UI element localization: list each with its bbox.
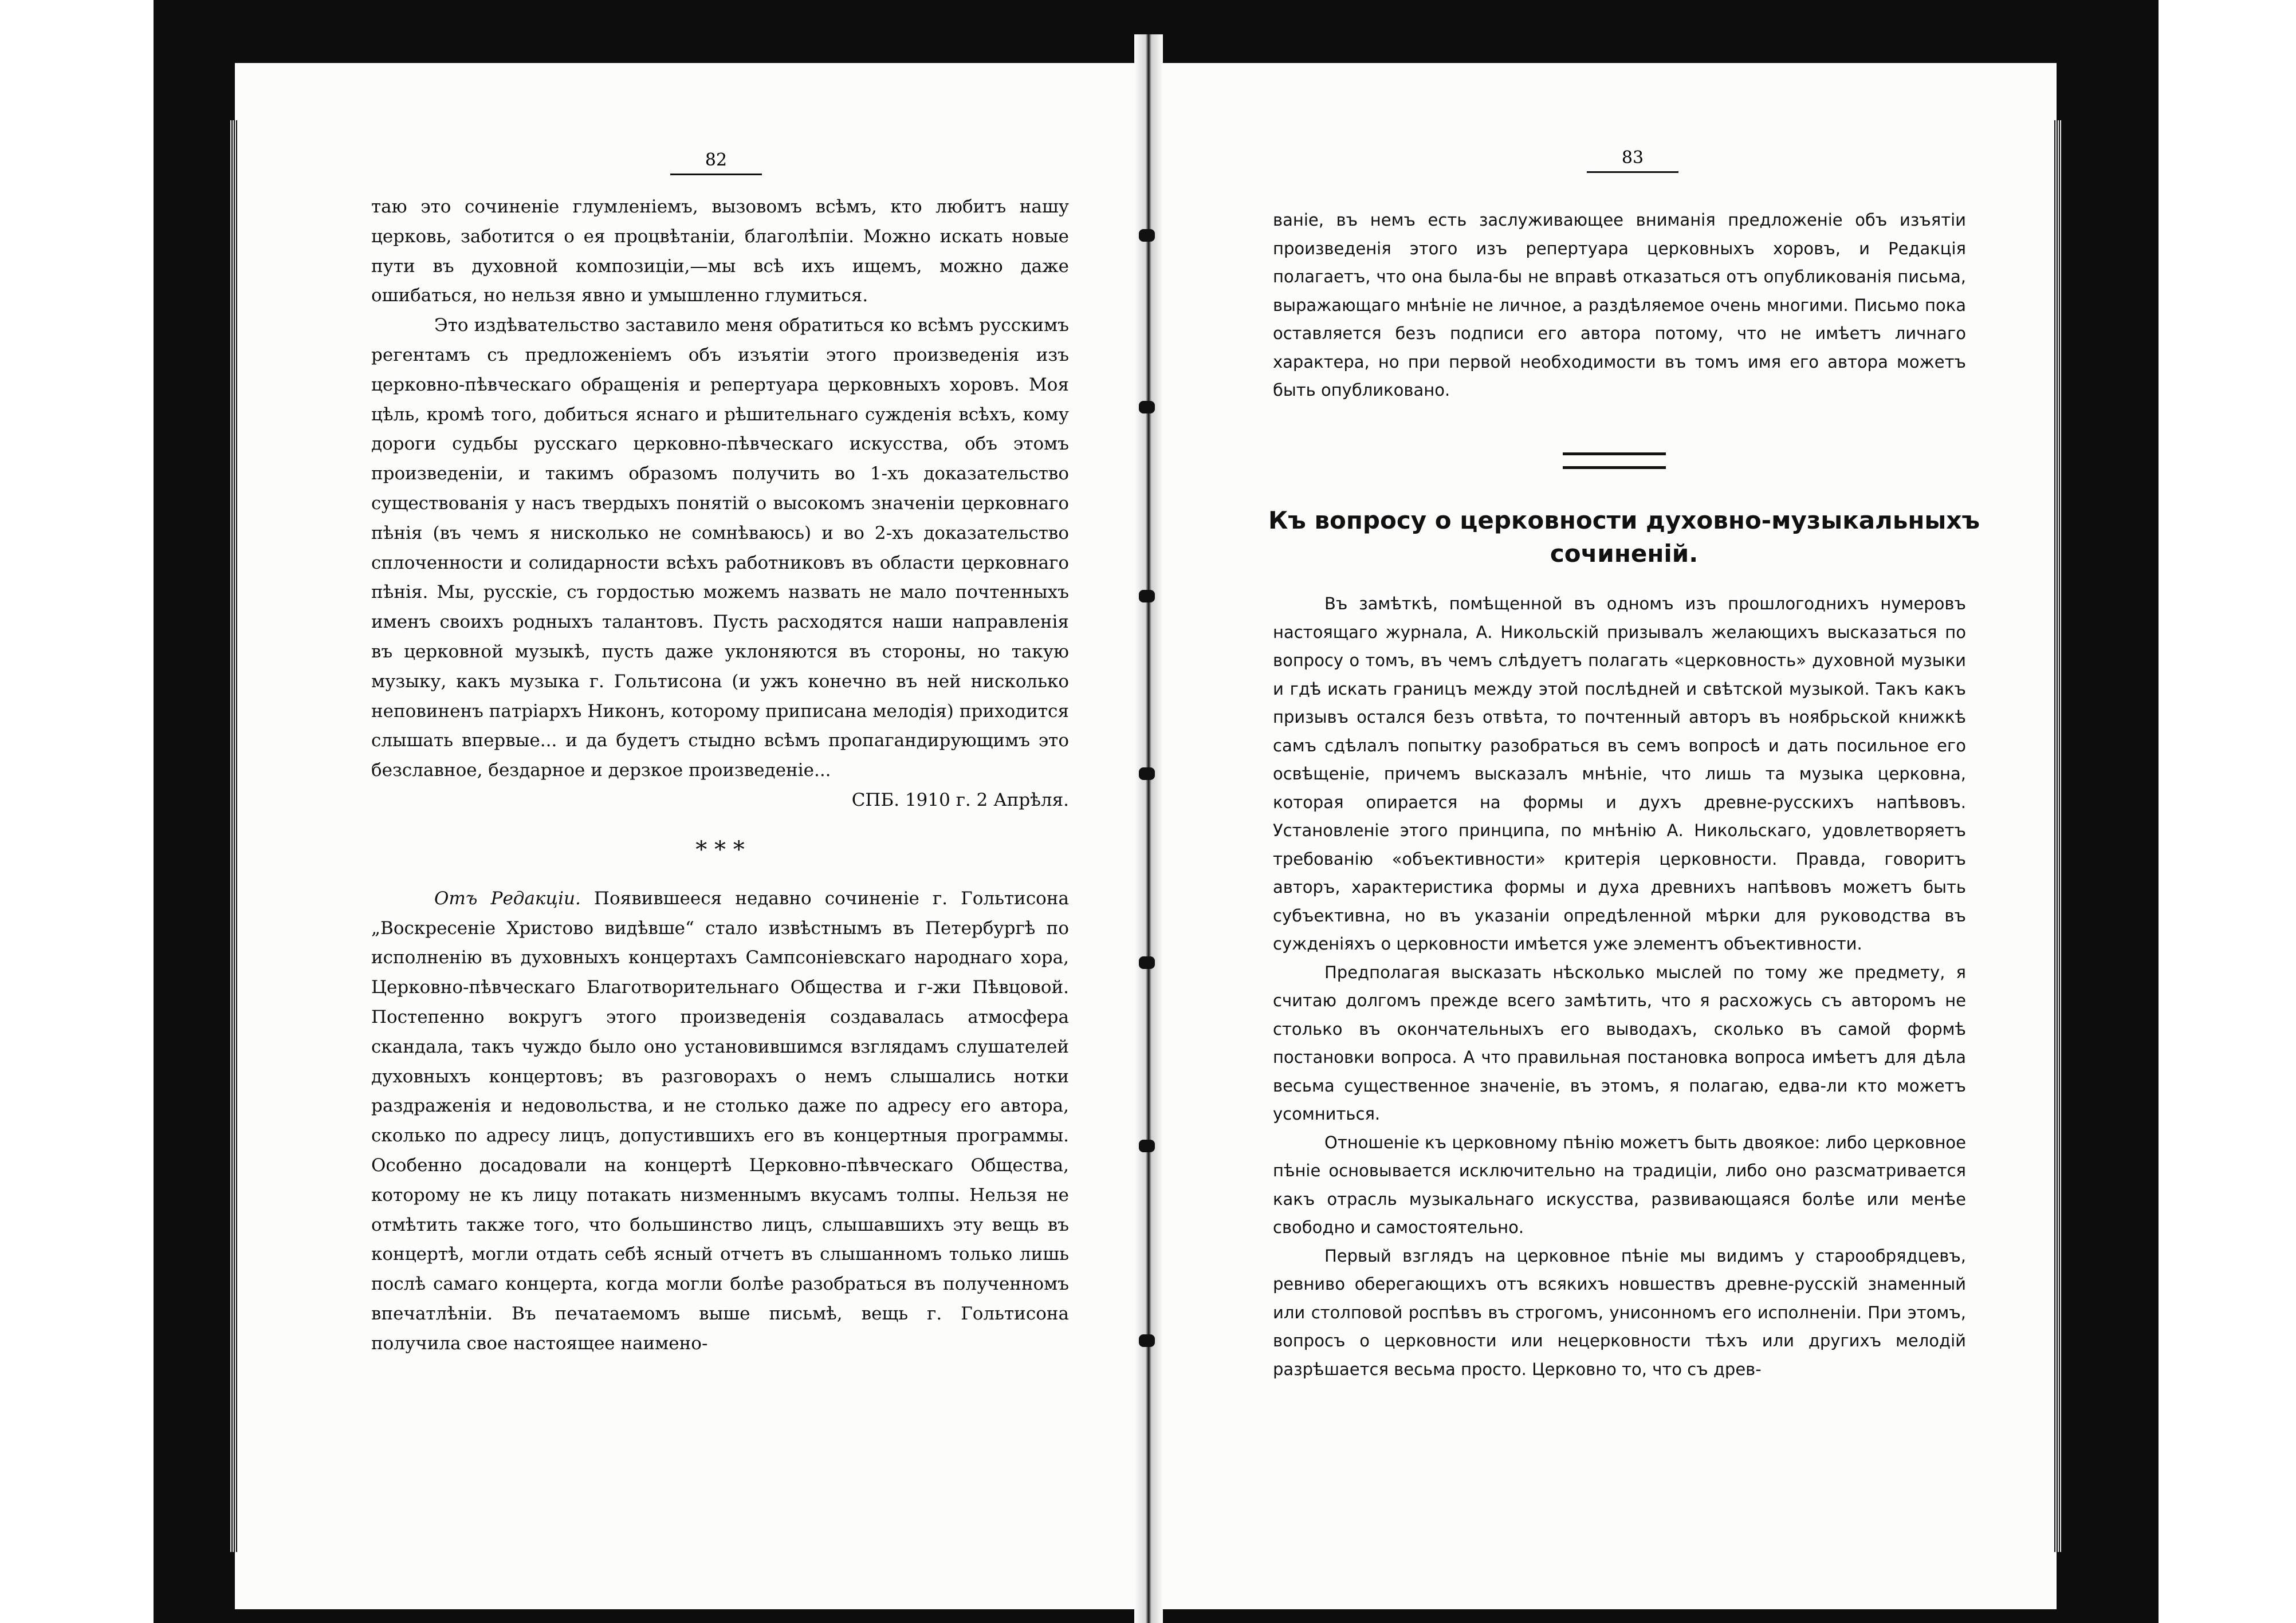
binding-stitch [1139,956,1155,969]
right-paragraph-4: Первый взглядъ на церковное пѣніе мы видимъ у старообрядцевъ, ревниво оберегающихъ отъ всякихъ новшествъ древне-русскій знаменный или столповой роспѣвъ въ строгомъ, унисонномъ его исполненіи. При этомъ, вопросъ о церковности или нецерковности тѣхъ или другихъ мелодій разрѣшается весьма просто. Церковно то, что съ древ- [1273,1246,1966,1379]
right-paragraph-3: Отношеніе къ церковному пѣнію можетъ быть двоякое: либо церковное пѣніе основывается исключительно на традиціи, либо оно разсматривается какъ отрасль музыкальнаго искусства, развивающаяся болѣе или менѣе свободно и самостоятельно. [1273,1132,1966,1237]
editorial-label: Отъ Редакціи. [434,888,581,909]
binding-stitch [1139,1334,1155,1347]
article-title [1240,504,2008,570]
double-rule-top [1563,452,1666,455]
binding-stitch [1139,1140,1155,1152]
right-intro-column [1273,206,1966,405]
binding-stitch [1139,590,1155,602]
right-text-column [1273,590,1966,1384]
right-paragraph-2: Предполагая высказать нѣсколько мыслей по тому же предмету, я считаю долгомъ прежде всего замѣтить, что я расхожусь съ авторомъ не столько въ окончательныхъ его выводахъ, сколько въ самой формѣ постановки вопроса. А что правильная постановка вопроса имѣетъ для дѣла весьма существенное значеніе, въ этомъ, я полагаю, едва-ли кто можетъ усомниться. [1273,962,1966,1124]
letter-signature: СПБ. 1910 г. 2 Апрѣля. [851,789,1069,810]
right-intro-paragraph: ваніе, въ немъ есть заслуживающее вниманія предложеніе объ изъятіи произведенія этого изъ репертуара церковныхъ хоровъ, и Редакція полагаетъ, что она была-бы не вправѣ отказаться отъ опубликованія письма, выражающаго мнѣніе не личное, а раздѣляемое очень многими. Письмо пока оставляется безъ подписи его автора потому, что не имѣетъ личнаго характера, но при первой необходимости въ томъ имя его автора можетъ быть опубликовано. [1273,210,1966,400]
page-number-right: 83 [1587,148,1678,173]
binding-stitch [1139,401,1155,413]
page-number-left: 82 [670,150,762,175]
binding-stitch [1139,767,1155,780]
left-paragraph-2: Это издѣвательство заставило меня обратиться ко всѣмъ русскимъ регентамъ съ предложеніемъ объ изъятіи этого произведенія изъ церковно-пѣвческаго обращенія и репертуара церковныхъ хоровъ. Моя цѣль, кромѣ того, добиться яснаго и рѣшительнаго сужденія всѣхъ, кому дороги судьбы русскаго церковно-пѣвческаго искусства, объ этомъ произведеніи, и такимъ образомъ получить во 1-хъ доказательство существованія у насъ твердыхъ понятій о высокомъ значеніи церковнаго пѣнія (въ чемъ я нисколько не сомнѣваюсь) и во 2-хъ доказательство сплоченности и солидарности всѣхъ работниковъ въ области церковнаго пѣнія. Мы, русскіе, съ гордостью можемъ назвать не мало почтенныхъ именъ своихъ родныхъ талантовъ. Пусть расходятся наши направленія въ церковной музыкѣ, пусть даже уклоняются въ стороны, но такую музыку, какъ музыка г. Гольтисона (и ужъ конечно въ ней нисколько неповиненъ патріархъ Никонъ, которому приписана мелодія) приходится слышать впервые... и да будетъ стыдно всѣмъ пропагандирующимъ это безславное, бездарное и дерзкое произведеніе... [371,315,1069,781]
editorial-note [371,884,1069,1359]
left-page-edge [229,120,237,1552]
left-paragraph-1: таю это сочиненіе глумленіемъ, вызовомъ всѣмъ, кто любитъ нашу церковь, заботится о ея процвѣтаніи, благолѣпіи. Можно искать новые пути въ духовной композиціи,—мы всѣ ихъ ищемъ, можно даже ошибаться, но нельзя явно и умышленно глумиться. [371,196,1069,306]
left-text-column [371,192,1069,1358]
right-paragraph-1: Въ замѣткѣ, помѣщенной въ одномъ изъ прошлогоднихъ нумеровъ настоящаго журнала, А. Никольскій призывалъ желающихъ высказаться по вопросу о томъ, въ чемъ слѣдуетъ полагать «церковность» духовной музыки и гдѣ искать границъ между этой послѣдней и свѣтской музыкой. Такъ какъ призывъ остался безъ отвѣта, то почтенный авторъ въ ноябрьской книжкѣ самъ сдѣлалъ попытку разобраться въ семъ вопросѣ и дать посильное его освѣщеніе, причемъ высказалъ мнѣніе, что лишь та музыка церковна, которая опирается на формы и духъ древне-русскихъ напѣвовъ. Установленіе этого принципа, по мнѣнію А. Никольскаго, удовлетворяетъ требованію «объективности» критерія церковности. Правда, говоритъ авторъ, характеристика формы и духа древнихъ напѣвовъ можетъ быть субъективна, но въ указаніи опредѣленной мѣрки для руководства въ сужденіяхъ о церковности имѣется уже элементъ объективности. [1273,594,1966,954]
article-title-line-1: Къ вопросу о церковности духовно-музыкальныхъ [1268,506,1980,534]
book-gutter [1134,34,1163,1623]
right-page-edge [2054,120,2062,1552]
article-title-line-2: сочиненій. [1550,539,1699,568]
double-rule-bottom [1563,466,1666,469]
editorial-text: Появившееся недавно сочиненіе г. Гольтисона „Воскресеніе Христово видѣвше“ стало извѣстнымъ въ Петербургѣ по исполненію въ духовныхъ концертахъ Сампсоніевскаго народнаго хора, Церковно-пѣвческаго Благотворительнаго Общества и г-жи Пѣвцовой. Постепенно вокругъ этого произведенія создавалась атмосфера скандала, такъ чуждо было оно установившимся взглядамъ слушателей духовныхъ концертовъ; въ разговорахъ о немъ слышались нотки раздраженія и недовольства, и не столько даже по адресу его автора, сколько по адресу лицъ, допустившихъ его въ концертныя программы. Особенно досадовали на концертѣ Церковно-пѣвческаго Общества, которому не къ лицу потакать низменнымъ вкусамъ толпы. Нельзя не отмѣтить также того, что большинство лицъ, слышавшихъ эту вещь въ концертѣ, могли отдать себѣ ясный отчетъ въ слышанномъ только лишь послѣ самаго концерта, когда могли болѣе разобраться въ полученномъ впечатлѣніи. Въ печатаемомъ выше письмѣ, вещь г. Гольтисона получила свое настоящее наимено- [371,888,1069,1354]
binding-stitch [1139,229,1155,242]
section-divider-stars: * * * [695,836,745,863]
